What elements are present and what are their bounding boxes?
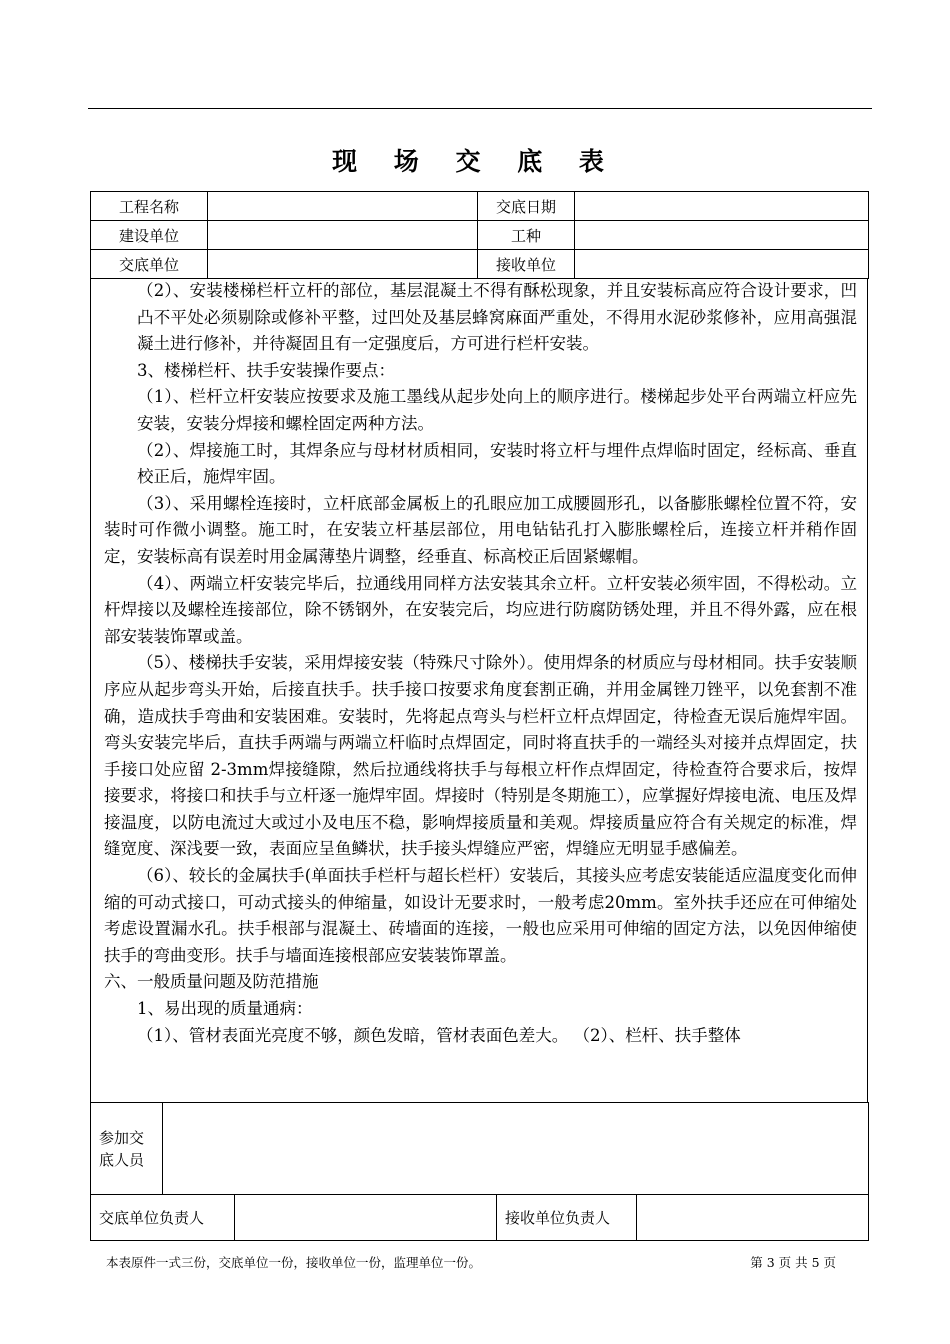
header-table bbox=[90, 191, 869, 279]
participants-label: 参加交底人员 bbox=[91, 1103, 163, 1195]
copies-note: 本表原件一式三份，交底单位一份，接收单位一份，监理单位一份。 bbox=[106, 1255, 482, 1270]
page-title: 现 场 交 底 表 bbox=[332, 147, 618, 176]
content-paragraph: （2）、安装楼梯栏杆立杆的部位，基层混凝土不得有酥松现象，并且安装标高应符合设计要求，凹凸不平处必须剔除或修补平整，过凹处及基层蜂窝麻面严重处，不得用水泥砂浆修补，应用高强混凝土进行修补，并待凝固且有一定强度后，方可进行栏杆安装。 bbox=[137, 281, 857, 354]
builder-label: 建设单位 bbox=[91, 221, 208, 250]
content-paragraph: （1）、栏杆立杆安装应按要求及施工墨线从起步处向上的顺序进行。楼梯起步处平台两端立杆应先安装，安装分焊接和螺栓固定两种方法。 bbox=[137, 387, 857, 433]
content-paragraph: 3、楼梯栏杆、扶手安装操作要点： bbox=[137, 360, 395, 380]
receiver-label: 接收单位 bbox=[478, 250, 575, 279]
project-name-field[interactable] bbox=[208, 192, 478, 221]
receiver-head-label: 接收单位负责人 bbox=[497, 1195, 637, 1241]
issuer-head-label: 交底单位负责人 bbox=[91, 1195, 235, 1241]
participants-row bbox=[91, 1103, 869, 1195]
signoff-table bbox=[90, 1102, 869, 1241]
date-label: 交底日期 bbox=[478, 192, 575, 221]
issuer-head-field[interactable] bbox=[235, 1195, 497, 1241]
header-row-builder bbox=[91, 221, 869, 250]
content-paragraph: （3）、采用螺栓连接时，立杆底部金属板上的孔眼应加工成腰圆形孔，以备膨胀螺栓位置不符，安装时可作微小调整。施工时，在安装立杆基层部位，用电钻钻孔打入膨胀螺栓后，连接立杆并稍作固定，安装标高有误差时用金属薄垫片调整，经垂直、标高校正后固紧螺帽。 bbox=[104, 493, 857, 566]
builder-field[interactable] bbox=[208, 221, 478, 250]
trade-label: 工种 bbox=[478, 221, 575, 250]
participants-field[interactable] bbox=[163, 1103, 869, 1195]
header-row-issuer bbox=[91, 250, 869, 279]
header-row-project bbox=[91, 192, 869, 221]
top-rule bbox=[88, 108, 872, 109]
project-name-label: 工程名称 bbox=[91, 192, 208, 221]
receiver-field[interactable] bbox=[575, 250, 869, 279]
content-paragraph: （1）、管材表面光亮度不够，颜色发暗，管材表面色差大。 （2）、栏杆、扶手整体 bbox=[137, 1025, 741, 1045]
page-footer bbox=[106, 1253, 836, 1271]
content-paragraph: （2）、焊接施工时，其焊条应与母材材质相同，安装时将立杆与埋件点焊临时固定，经标高、垂直校正后，施焊牢固。 bbox=[137, 440, 857, 487]
receiver-head-field[interactable] bbox=[637, 1195, 869, 1241]
content-paragraph: （4）、两端立杆安装完毕后，拉通线用同样方法安装其余立杆。立杆安装必须牢固，不得松动。立杆焊接以及螺栓连接部位，除不锈钢外，在安装完后，均应进行防腐防锈处理，并且不得外露，应在根部安装装饰罩或盖。 bbox=[104, 573, 857, 646]
heads-row bbox=[91, 1195, 869, 1241]
briefing-content bbox=[90, 278, 868, 1102]
issuer-field[interactable] bbox=[208, 250, 478, 279]
issuer-label: 交底单位 bbox=[91, 250, 208, 279]
content-paragraph: （5）、楼梯扶手安装，采用焊接安装（特殊尺寸除外）。使用焊条的材质应与母材相同。扶手安装顺序应从起步弯头开始，后接直扶手。扶手接口按要求角度套割正确，并用金属锉刀锉平，以免套割不准确，造成扶手弯曲和安装困难。安装时，先将起点弯头与栏杆立杆点焊固定，待检查无误后施焊牢固。弯头安装完毕后，直扶手两端与两端立杆临时点焊固定，同时将直扶手的一端经头对接并点焊固定，扶手接口处应留 2-3mm焊接缝隙，然后拉通线将扶手与每根立杆作点焊固定，待检查符合要求后，按焊接要求，将接口和扶手与立杆逐一施焊牢固。焊接时（特别是冬期施工），应掌握好焊接电流、电压及焊接温度，以防电流过大或过小及电压不稳，影响焊接质量和美观。焊接质量应符合有关规定的标准，焊缝宽度、深浅要一致，表面应呈鱼鳞状，扶手接头焊缝应严密，焊缝应无明显手感偏差。 bbox=[104, 653, 857, 859]
content-paragraph: 1、易出现的质量通病： bbox=[137, 999, 313, 1019]
trade-field[interactable] bbox=[575, 221, 869, 250]
page-number: 第 3 页 共 5 页 bbox=[750, 1255, 836, 1270]
date-field[interactable] bbox=[575, 192, 869, 221]
content-paragraph: （6）、较长的金属扶手(单面扶手栏杆与超长栏杆）安装后，其接头应考虑安装能适应温度变化而伸缩的可动式接口，可动式接头的伸缩量，如设计无要求时，一般考虑20mm。室外扶手还应在可伸缩处考虑设置漏水孔。扶手根部与混凝土、砖墙面的连接，一般也应采用可伸缩的固定方法，以免因伸缩使扶手的弯曲变形。扶手与墙面连接根部应安装装饰罩盖。 bbox=[104, 866, 857, 965]
section-heading: 六、一般质量问题及防范措施 bbox=[104, 972, 319, 992]
